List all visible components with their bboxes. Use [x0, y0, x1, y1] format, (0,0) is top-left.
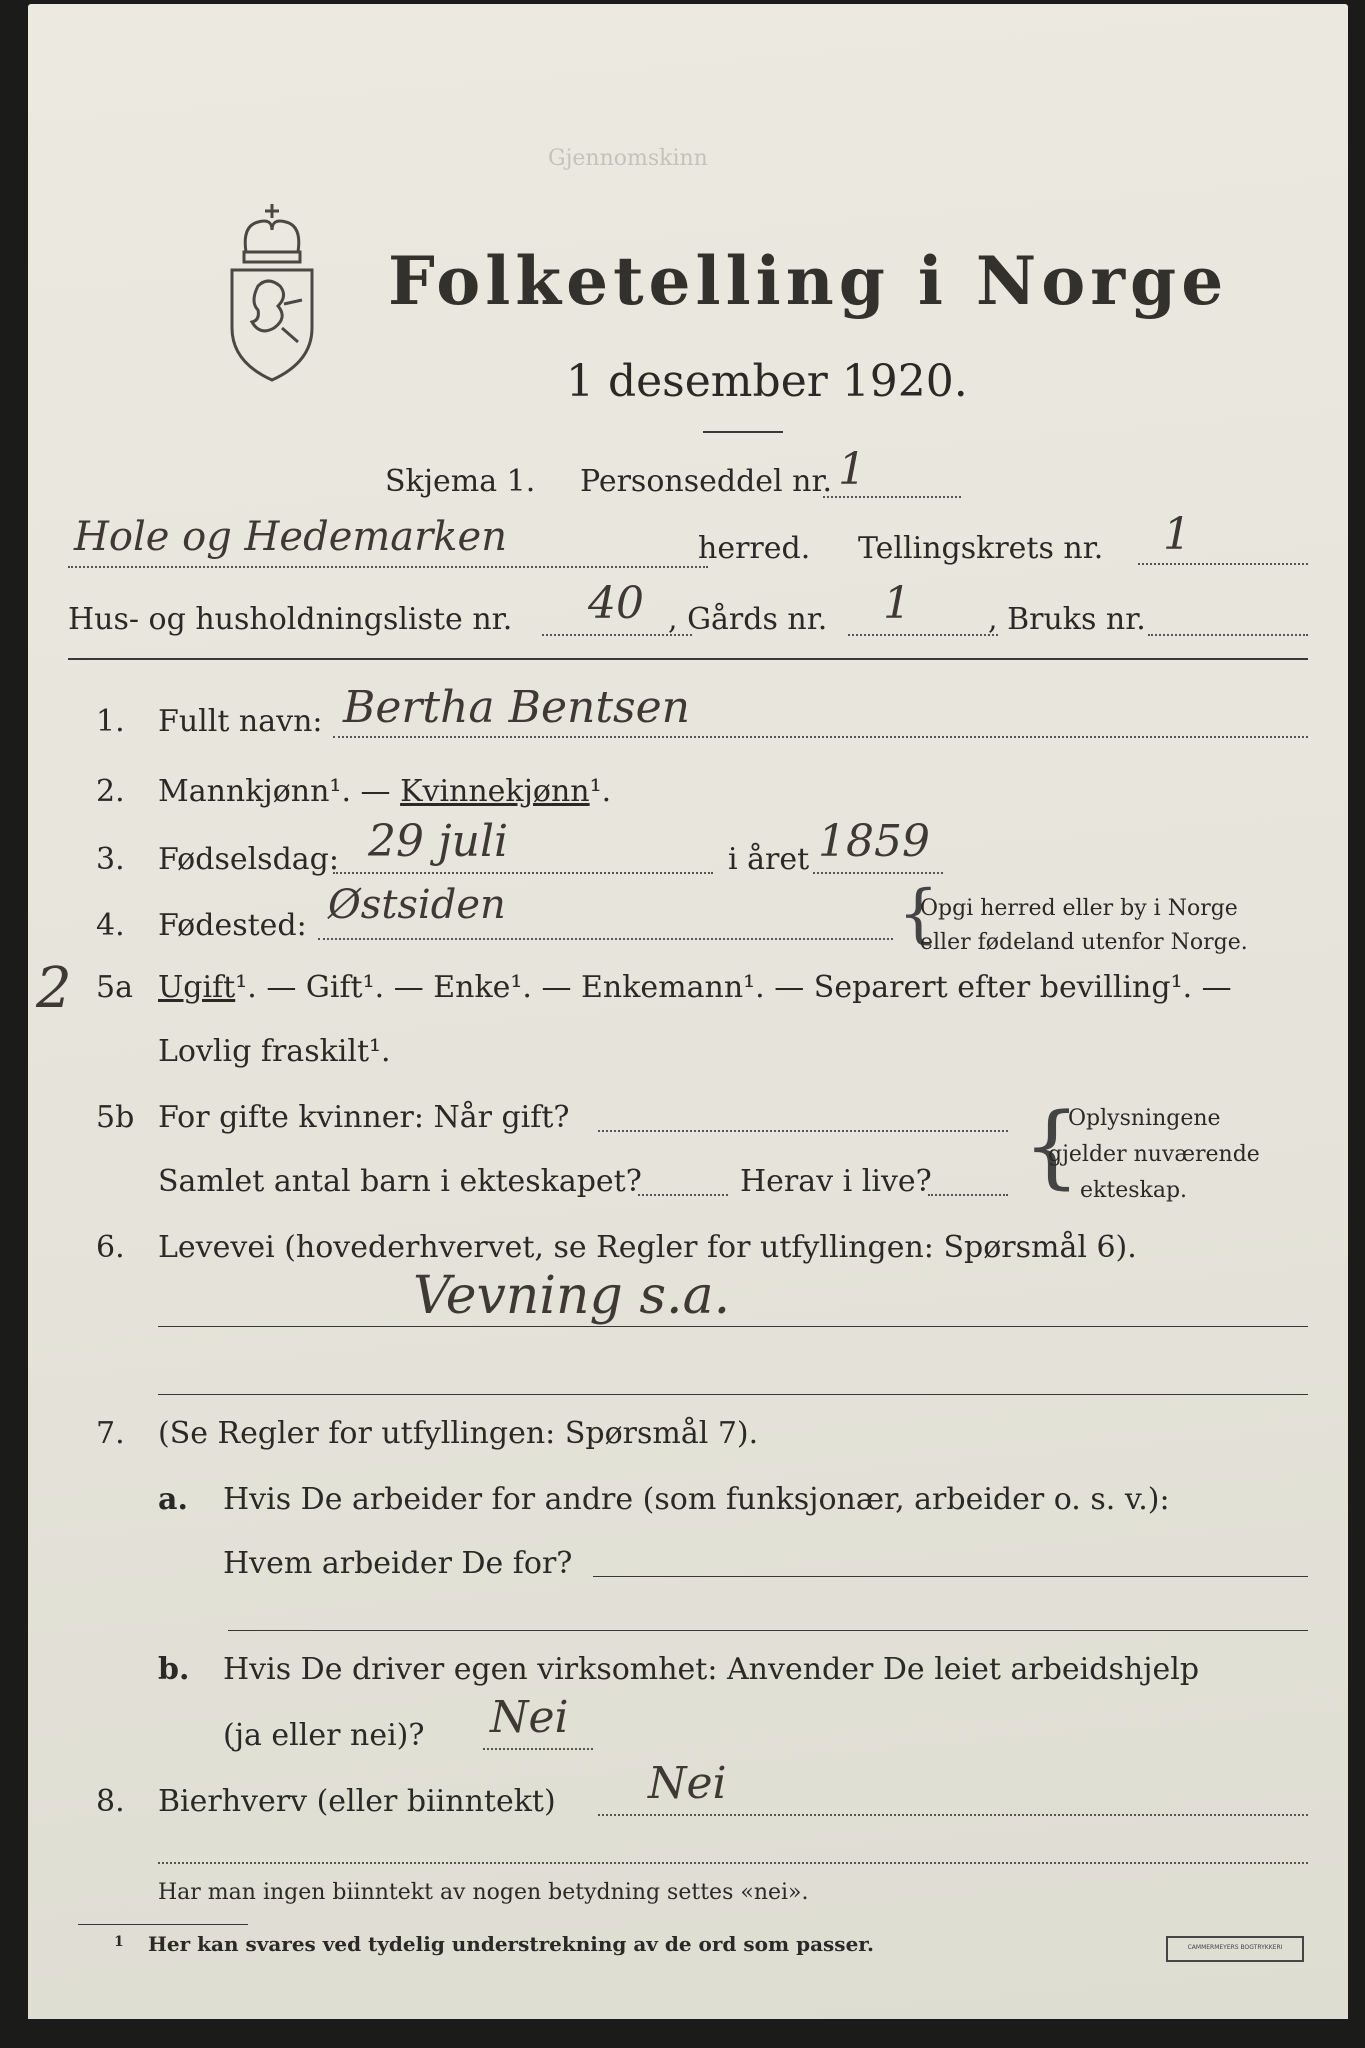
side-income-note: Har man ingen biinntekt av nogen betydning settes «nei».	[158, 1880, 809, 1905]
birthplace-value: Østsiden	[328, 882, 506, 928]
lovlig-fraskilt-option: Lovlig fraskilt¹.	[158, 1034, 391, 1069]
footnote-mark: 1	[114, 1934, 124, 1950]
q7b-number: b.	[158, 1652, 190, 1687]
q4-number: 4.	[96, 908, 125, 943]
marital-other-options: ¹. — Gift¹. — Enke¹. — Enkemann¹. — Separert efter bevilling¹. —	[235, 970, 1232, 1005]
marriage-note-1: Oplysningene	[1068, 1106, 1221, 1131]
printer-stamp-text: CAMMERMEYERS BOGTRYKKERI	[1187, 1944, 1283, 1951]
birth-year-value: 1859	[818, 816, 930, 867]
married-when-field-line	[598, 1130, 1008, 1132]
tellingskrets-field-line	[1138, 563, 1308, 565]
q5a-options	[158, 970, 1232, 1005]
tellingskrets-label: Tellingskrets nr.	[858, 531, 1104, 566]
gards-value: 1	[883, 578, 911, 629]
birthplace-field-line	[318, 938, 893, 940]
schema-label: Skjema 1.	[385, 464, 536, 499]
side-income-field-line	[598, 1814, 1308, 1816]
q8-number: 8.	[96, 1784, 125, 1819]
footnote-rule	[78, 1924, 248, 1925]
q7b-hired-help-label: (ja eller nei)?	[223, 1718, 425, 1753]
herred-value: Hole og Hedemarken	[74, 514, 507, 560]
census-form	[28, 4, 1348, 2019]
form-title: Folketelling i Norge	[388, 242, 1229, 320]
personseddel-value: 1	[838, 444, 866, 495]
kvinnekjonn-option: Kvinnekjønn	[400, 774, 590, 809]
birthday-value: 29 juli	[368, 816, 509, 867]
q7a-number: a.	[158, 1482, 188, 1517]
q3-number: 3.	[96, 842, 125, 877]
q2-footnote-mark: ¹.	[589, 774, 612, 809]
hired-help-field-line	[483, 1748, 593, 1750]
birthday-field-line	[333, 872, 713, 874]
personseddel-field-line	[823, 496, 961, 498]
occupation-line-1	[158, 1326, 1308, 1327]
birthplace-note-1: Opgi herred eller by i Norge	[920, 896, 1238, 921]
gards-field-line	[848, 634, 998, 636]
q7a-employer-label: Hvem arbeider De for?	[223, 1546, 573, 1581]
coat-of-arms-icon	[224, 200, 320, 386]
employer-field-line-2	[228, 1630, 1308, 1631]
q2-number: 2.	[96, 774, 125, 809]
gards-label: , Gårds nr.	[668, 602, 828, 637]
birthplace-note-2: eller fødeland utenfor Norge.	[920, 930, 1248, 955]
children-total-field-line	[638, 1194, 728, 1196]
q3-label: Fødselsdag:	[158, 842, 339, 877]
q2-label	[158, 774, 611, 809]
personseddel-label: Personseddel nr.	[580, 464, 833, 499]
occupation-line-2	[158, 1394, 1308, 1395]
herred-label: herred.	[698, 531, 811, 566]
marriage-note-brace: {	[1023, 1094, 1081, 1199]
printer-stamp	[1166, 1936, 1304, 1962]
side-income-field-line-2	[158, 1862, 1308, 1864]
side-income-value: Nei	[648, 1758, 727, 1809]
side-income-label: Bierhverv (eller biinntekt)	[158, 1784, 556, 1819]
ugift-option: Ugift	[158, 970, 236, 1005]
children-alive-field-line	[928, 1194, 1008, 1196]
q7-number: 7.	[96, 1416, 125, 1451]
marriage-note-3: ekteskap.	[1080, 1178, 1188, 1203]
q5b-number: 5b	[96, 1100, 135, 1135]
q1-number: 1.	[96, 704, 125, 739]
birth-year-field-line	[813, 872, 943, 874]
header-rule	[68, 658, 1308, 660]
title-divider	[703, 431, 783, 433]
q1-label: Fullt navn:	[158, 704, 323, 739]
children-total-label: Samlet antal barn i ekteskapet?	[158, 1164, 642, 1199]
footnote-text: Her kan svares ved tydelig understrekning av de ord som passer.	[148, 1932, 874, 1956]
children-alive-label: Herav i live?	[740, 1164, 932, 1199]
bruks-label: , Bruks nr.	[988, 602, 1146, 637]
q6-number: 6.	[96, 1230, 125, 1265]
mannkjonn-option: Mannkjønn¹. —	[158, 774, 401, 809]
married-when-label: For gifte kvinner: Når gift?	[158, 1100, 570, 1135]
tellingskrets-value: 1	[1163, 509, 1191, 560]
birth-year-label: i året	[728, 842, 810, 877]
bruks-field-line	[1148, 634, 1308, 636]
husholdningsliste-value: 40	[588, 578, 644, 629]
occupation-label: Levevei (hovederhvervet, se Regler for utfyllingen: Spørsmål 6).	[158, 1230, 1137, 1265]
bleed-through-text: Gjennomskinn	[548, 146, 708, 171]
herred-field-line	[68, 566, 708, 568]
employer-field-line	[593, 1576, 1308, 1577]
census-date: 1 desember 1920.	[566, 356, 968, 407]
q7b-line-1: Hvis De driver egen virksomhet: Anvender De leiet arbeidshjelp	[223, 1652, 1200, 1687]
full-name-value: Bertha Bentsen	[343, 682, 690, 733]
q5a-margin-mark: 2	[36, 956, 72, 1021]
hired-help-value: Nei	[490, 1692, 569, 1743]
q4-label: Fødested:	[158, 908, 307, 943]
q7a-line-1: Hvis De arbeider for andre (som funksjonær, arbeider o. s. v.):	[223, 1482, 1170, 1517]
q7-label: (Se Regler for utfyllingen: Spørsmål 7).	[158, 1416, 759, 1451]
birthplace-brace: {	[898, 877, 939, 951]
marriage-note-2: gjelder nuværende	[1048, 1142, 1260, 1167]
occupation-value: Vevning s.a.	[413, 1266, 731, 1326]
q5a-number: 5a	[96, 970, 133, 1005]
husholdningsliste-label: Hus- og husholdningsliste nr.	[68, 602, 513, 637]
full-name-field-line	[333, 736, 1308, 738]
